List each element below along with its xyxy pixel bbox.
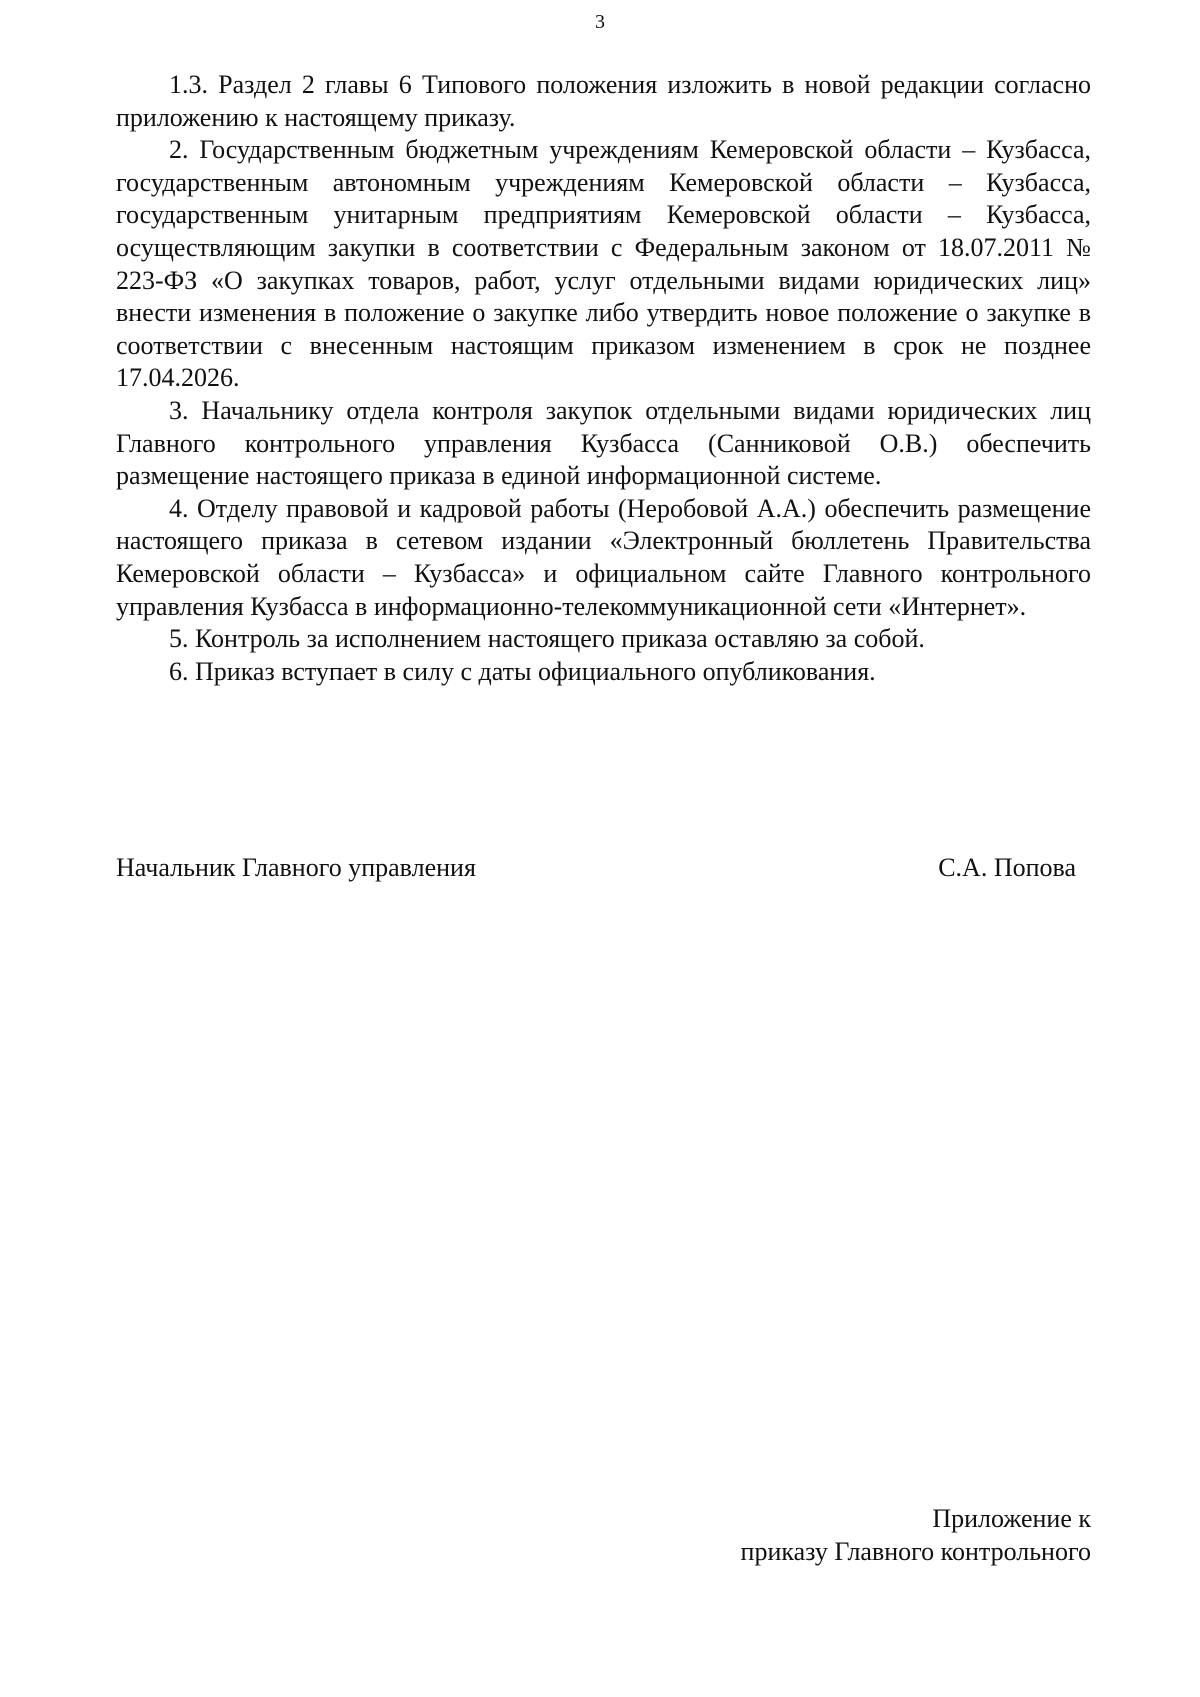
signatory-name: С.А. Попова	[938, 853, 1076, 882]
paragraph-3: 3. Начальнику отдела контроля закупок отдельными видами юридических лиц Главного контрольного управления Кузбасса (Санниковой О.В.) обеспечить размещение настоящего приказа в единой информационной системе.	[116, 395, 1091, 491]
paragraph-2: 2. Государственным бюджетным учреждениям Кемеровской области – Кузбасса, государственным автономным учреждениям Кемеровской области – Кузбасса, государственным унитарным предприятиям Кемеровской области – Кузбасса, осуществляющим закупки в соответствии с Федеральным законом от 18.07.2011 № 223-ФЗ «О закупках товаров, работ, услуг отдельными видами юридических лиц» внести изменения в положение о закупке либо утвердить новое положение о закупке в соответствии с внесенным настоящим приказом изменением в срок не позднее 17.04.2026.	[116, 135, 1091, 393]
appendix-line-2: приказу Главного контрольного	[740, 1536, 1091, 1566]
document-body	[116, 69, 1091, 688]
appendix-heading	[741, 1503, 1091, 1568]
signature-block	[116, 852, 1076, 884]
paragraph-6: 6. Приказ вступает в силу с даты официального опубликования.	[169, 656, 876, 686]
paragraph-1-3: 1.3. Раздел 2 главы 6 Типового положения изложить в новой редакции согласно приложению к настоящему приказу.	[116, 70, 1091, 132]
paragraph-4: 4. Отделу правовой и кадровой работы (Неробовой А.А.) обеспечить размещение настоящего приказа в сетевом издании «Электронный бюллетень Правительства Кемеровской области – Кузбасса» и официальном сайте Главного контрольного управления Кузбасса в информационно-телекоммуникационной сети «Интернет».	[116, 493, 1091, 621]
paragraph-5: 5. Контроль за исполнением настоящего приказа оставляю за собой.	[169, 624, 925, 654]
appendix-line-1: Приложение к	[932, 1504, 1091, 1533]
page-number: 3	[595, 11, 605, 33]
signatory-position: Начальник Главного управления	[116, 853, 476, 882]
